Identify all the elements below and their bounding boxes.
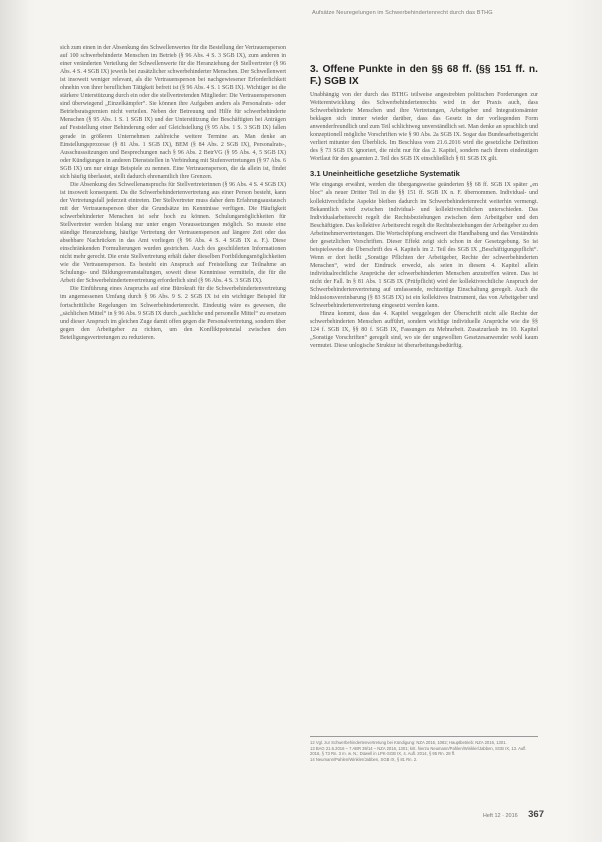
footnote: 12 Vgl. zur Schwerbehindertenvertretung bei Kündigung: NZA 2016, 1082; Hauptbetrieb: NZA 2016, 1301. (310, 740, 507, 745)
right-column (310, 44, 538, 350)
body-paragraph: Die Absenkung des Schwellenanspruchs für Stellvertreterinnen (§ 96 Abs. 4 S. 4 SGB IX) ist insoweit konsequent. Da die Schwerbehindertenvertretung aus einer Person besteht, kann der Vertretungsfall jederzeit eintreten. Der Stellvertreter muss daher dem Erfahrungsaustausch mit der Vertrauensperson über die Grundsätze im Kenntnisse verfügen. Die Häufigkeit schwerbehinderter Menschen ist sehr hoch zu können. Schulungsmöglichkeiten für Stellvertreter werden bislang nur unter engen Voraussetzungen möglich. So musste eine ständige Heranziehung, häufige Vertretung der Vertrauensperson auf längere Zeit oder das absehbare Nachrücken in das Amt vorliegen (§ 96 Abs. 4 S. 4 SGB IX a. F.). Diese einschränkenden Formulierungen wurden gestrichen. Auch des geschilderten Informationen nicht mehr gerecht. Die erste Stellvertretung erhält daher dieselben Fortbildungsmöglichkeiten wie die Vertrauensperson. Es besteht ein Anspruch auf Freistellung zur Teilnahme an Schulungs- und Bildungsveranstaltungen, soweit diese Kenntnisse vermitteln, die für die Arbeit der Schwerbehindertenvertretung erforderlich sind (§ 96 Abs. 4 S. 3 SGB IX). (60, 181, 286, 285)
page-footer (483, 804, 544, 822)
page-number: 367 (528, 809, 544, 820)
body-paragraph: Hinzu kommt, dass das 4. Kapitel weggelegen der Überschrift nicht alle Rechte der schwerbehinderten Menschen aufführt, sondern wichtige individuelle Ansprüche wie die §§ 124 f. SGB IX, §§ 80 f. SGB IX, Fassungen zu Mehrarbeit. Zusatzurlaub im 10. Kapitel „Sonstige Vorschriften“ geregelt sind, wo sie der ungewollten Gesetzesanwender wohl kaum vermutet. Diese unlogische Struktur ist überarbeitungsbedürftig. (310, 311, 538, 350)
issue-label: Heft 12 · 2016 (482, 813, 518, 819)
section-heading: 3. Offene Punkte in den §§ 68 ff. (§§ 151 ff. n. F.) SGB IX (310, 64, 538, 87)
left-column (60, 44, 286, 342)
body-paragraph: Die Einführung eines Anspruchs auf eine Bürokraft für die Schwerbehindertenvertretung im angemessenen Umfang durch § 96 Abs. 9 S. 2 SGB IX ist ein wichtiger Beispiel für fortschrittliche Regelungen im Schwerbehindertenrecht. Eindeutig wäre es gewesen, die „sächlichen Mittel“ in § 96 Abs. 9 SGB IX durch „sachliche und personelle Mittel“ zu ersetzen und dieser Anspruch im gleichen Zuge damit offen gegen die Personalvertretung, sondern über gegen den Arbeitgeber zu richten, um den Konfliktpotenzial zwischen den Beteiligungsvertretungen zu reduzieren. (60, 286, 286, 341)
body-paragraph: sich zum einen in der Absenkung des Schwellenwertes für die Bestellung der Vertrauensperson auf 100 schwerbehinderte Menschen im Betrieb (§ 96 Abs. 4 S. 3 SGB IX), zum anderen in einer veränderten Verteilung der Schwellenwerte für die Heranziehung der Stellvertreter (§ 96 Abs. 4 S. 4 SGB IX) jeweils bei zusätzlicher schwerbehinderter Menschen. Der Schwellenwert ist insoweit weniger relevant, als die Vertrauensperson bei nachgewiesener Erforderlichkeit ohnehin von ihrer beruflichen Tätigkeit befreit ist (§ 96 Abs. 4 S. 1 SGB IX). Wichtiger ist die stärkere Unterstützung durch ein oder die stellvertretenden Mitglieder: Die Vertrauenspersonen sind überwiegend „Einzelkämpfer“. Sie können ihre Aufgaben anders als Personalrats- oder Betriebsratsgremien nicht verteilen. Neben der Betreuung und Hilfe für schwerbehinderte Menschen (§ 95 Abs. 1 S. 1 SGB IX) und der Unterstützung der Beschäftigten bei Anträgen auf Feststellung einer Behinderung oder auf Gleichstellung (§ 95 Abs. 1 S. 3 SGB IX) fallen gerade in größeren Unternehmen zahlreiche weitere Termine an. Man denke an Einstellungsprozesse (§ 81 Abs. 1 SGB IX), BEM (§ 84 Abs. 2 SGB IX), Personalrats-, Ausschusssitzungen und Besprechungen nach § 96 Abs. 2 BetrVG (§ 95 Abs. 4, 5 SGB IX) oder Kündigungen in anderen Dienststellen in Verbindung mit Stufenvertretungen (§ 97 Abs. 6 SGB IX) um nur einige Beispiele zu nennen. Eine Vertrauensperson, die da allein ist, findet sich häufig überlastet, stellt dadurch ehrenamtlich ihre Grenzen. (60, 45, 286, 180)
footnote: 14 Neumann/Pahlen/Winkler/Jabben, SGB IX, § 81 Rn. 2. (310, 756, 418, 762)
subsection-heading: 3.1 Uneinheitliche gesetzliche Systematik (310, 169, 460, 179)
running-head: Aufsätze Neuregelungen im Schwerbehindertenrecht durch das BTHG (312, 10, 493, 16)
footnotes (310, 736, 538, 762)
body-paragraph: Unabhängig von der durch das BTHG teilweise angestrebten politischen Forderungen zur Weiterentwicklung des Schwerbehindertenrechts wird in der Praxis auch, dass Schwerbehinderte Menschen und ihre Vertretungen, Arbeitgeber und Integrationsämter beklagen sich immer wieder darüber, dass das Gesetz in der vorliegenden Form anwenderfreundlich und zum Teil schlichtweg unverständlich sei. Man denke an sprachlich und konzeptionell mögliche Vorschriften wie § 90 Abs. 2a SGB IX. Sogar das Bundesarbeitsgericht verliert mitunter den Überblick. Im Beschluss vom 21.6.2016 wird die gesetzliche Definition des § 73 SGB IX ignoriert, die nicht nur für das 2. Kapitel, sondern nach ihrem eindeutigen Wortlaut für den gesamten 2. Teil des SGB IX einschließlich § 81 SGB IX gilt. (310, 92, 538, 163)
page-gutter-shadow (0, 0, 30, 842)
body-paragraph: Wie eingangs erwähnt, werden die übergangsweise geänderten §§ 68 ff. SGB IX später „en bloc“ als neuer Dritter Teil in die §§ 151 ff. SGB IX n. F. übernommen. Individual- und kollektivrechtliche Aspekte bleiben dadurch im Schwerbehindertenrecht weiterhin vermengt. Bekanntlich wird zwischen individual- und kollektivrechtlichen unterschieden. Das Individualarbeitsrecht regelt die Rechtsbeziehungen zwischen dem Arbeitgeber und den Beschäftigten. Das kollektive Arbeitsrecht regelt die Rechtsbeziehungen der Arbeitgeber zu den Arbeitnehmervertretungen. Die Wortschöpfung erschwert die Handhabung und das Verständnis der gesetzlichen Vorschriften. Dieser Effekt zeigt sich schon in der Gesetzgebung. So ist beispielsweise die Überschrift des 4. Kapitels im 2. Teil des SGB IX „Beschäftigungspflicht“. Wenn er dort heißt „Sonstige Pflichten der Arbeitgeber, Rechte der schwerbehinderten Menschen“, wird der Eindruck erweckt, als seien in diesem 4. Kapitel allein individualrechtliche Ansprüche der schwerbehinderten Menschen anzutreffen wären. Das ist nicht der Fall. In § 81 Abs. 1 SGB IX (Prüfpflicht) wird der kollektivrechtliche Anspruch der Schwerbehindertenvertretung auf umfassende, rechtzeitige Einschaltung geregelt. Auch die Inklusionsvereinbarung (§ 83 SGB IX) ist ein kollektives Instrument, das von Arbeitgeber und Schwerbehindertenvertretung eingesetzt werden kann. (310, 182, 538, 310)
footnote: 13 BAG 21.6.2016 – 7 ABR 39/14 – NZA 2016, 1301; krit. hierzu Neumann/Pahlen/Winkler/Jabben, SGB IX, 13. Aufl. 2016, § 73 Rn. 3 m. w. N.; Düwell in LPK-SGB IX, 4. Aufl. 2014, § 95 Rn. 28 ff. (310, 745, 527, 757)
